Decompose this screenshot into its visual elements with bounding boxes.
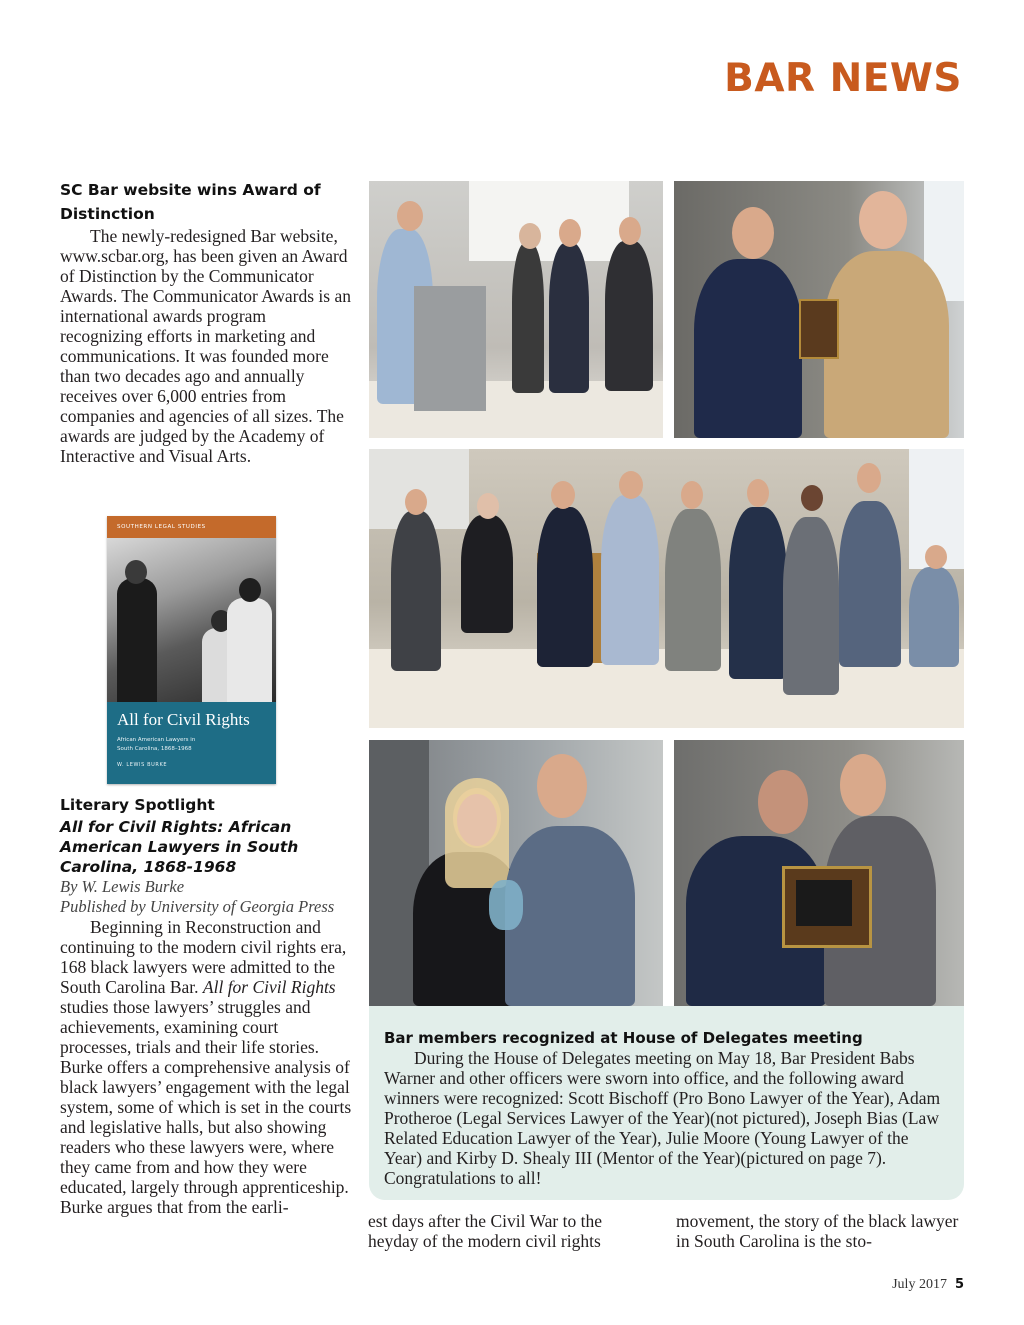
photo-plaque-presentation <box>674 740 964 1006</box>
caption-title: Bar members recognized at House of Delegates meeting <box>384 1029 863 1047</box>
continued-text-col3: movement, the story of the black lawyer in South Carolina is the sto- <box>676 1211 959 1251</box>
book-publisher: Published by University of Georgia Press <box>60 897 335 916</box>
book-cover-image <box>107 516 276 784</box>
book-cover-subtitle-line1: African American Lawyers in <box>117 737 196 743</box>
left-column <box>60 178 352 466</box>
book-cover-author: W. LEWIS BURKE <box>117 762 168 768</box>
literary-spotlight-body <box>60 917 352 1217</box>
body-text-1: Beginning in Reconstruction and continuing to the modern civil rights era, 168 black lawyers were admitted to the South Carolina Bar. <box>60 917 347 997</box>
photo-plaque-handshake <box>674 181 964 438</box>
photo-group-award-winners <box>369 449 964 728</box>
article-body-award: The newly-redesigned Bar website, www.scbar.org, has been given an Award of Distinction by the Communicator Awards. The Communicator Awards is an international awards program recognizing efforts in marketing and communications. It was founded more than two decades ago and annually receives over 6,000 entries from companies and agencies of all sizes. The awards are judged by the Academy of Interactive and Visual Arts. <box>60 226 351 466</box>
book-byline: By W. Lewis Burke <box>60 877 185 896</box>
photo-glass-award <box>369 740 663 1006</box>
literary-spotlight-title: Literary Spotlight <box>60 796 215 814</box>
page-footer <box>892 1277 964 1293</box>
body-book-title: All for Civil Rights <box>202 977 336 997</box>
photo-podium-speaker <box>369 181 663 438</box>
book-cover-photo <box>107 538 276 702</box>
body-text-2: studies those lawyers’ struggles and achievements, examining court processes, trials and their life stories. Burke offers a comprehensive analysis of black lawyers’ engagement with the legal system, some of which is set in the courts and legislative halls, but also showing readers who these lawyers were, where they came from and how they were educated, largely through apprenticeship. Burke argues that from the earli- <box>60 997 352 1217</box>
article-title-award: SC Bar website wins Award of Distinction <box>60 181 321 223</box>
literary-spotlight <box>60 793 352 1217</box>
book-cover-title: All for Civil Rights <box>117 710 250 729</box>
page-number: 5 <box>954 1277 964 1292</box>
photo-caption-box <box>369 1006 964 1200</box>
book-cover-subtitle <box>107 730 276 754</box>
continued-text-col2: est days after the Civil War to the heyday of the modern civil rights <box>368 1211 602 1251</box>
book-cover-subtitle-line2: South Carolina, 1868–1968 <box>117 746 192 752</box>
caption-body: During the House of Delegates meeting on May 18, Bar President Babs Warner and other officers were sworn into office, and the following award winners were recognized: Scott Bischoff (Pro Bono Lawyer of the Year), Adam Protheroe (Legal Services Lawyer of the Year)(not pictured), Joseph Bias (Law Related Education Lawyer of the Year), Julie Moore (Young Lawyer of the Year) and Kirby D. Shealy III (Mentor of the Year)(pictured on page 7). Congratulations to all! <box>384 1048 941 1188</box>
book-title: All for Civil Rights: African American Lawyers in South Carolina, 1868-1968 <box>60 818 299 876</box>
book-series-label: SOUTHERN LEGAL STUDIES <box>107 516 276 538</box>
section-masthead: BAR NEWS <box>724 56 962 101</box>
issue-date: July 2017 <box>892 1277 947 1292</box>
